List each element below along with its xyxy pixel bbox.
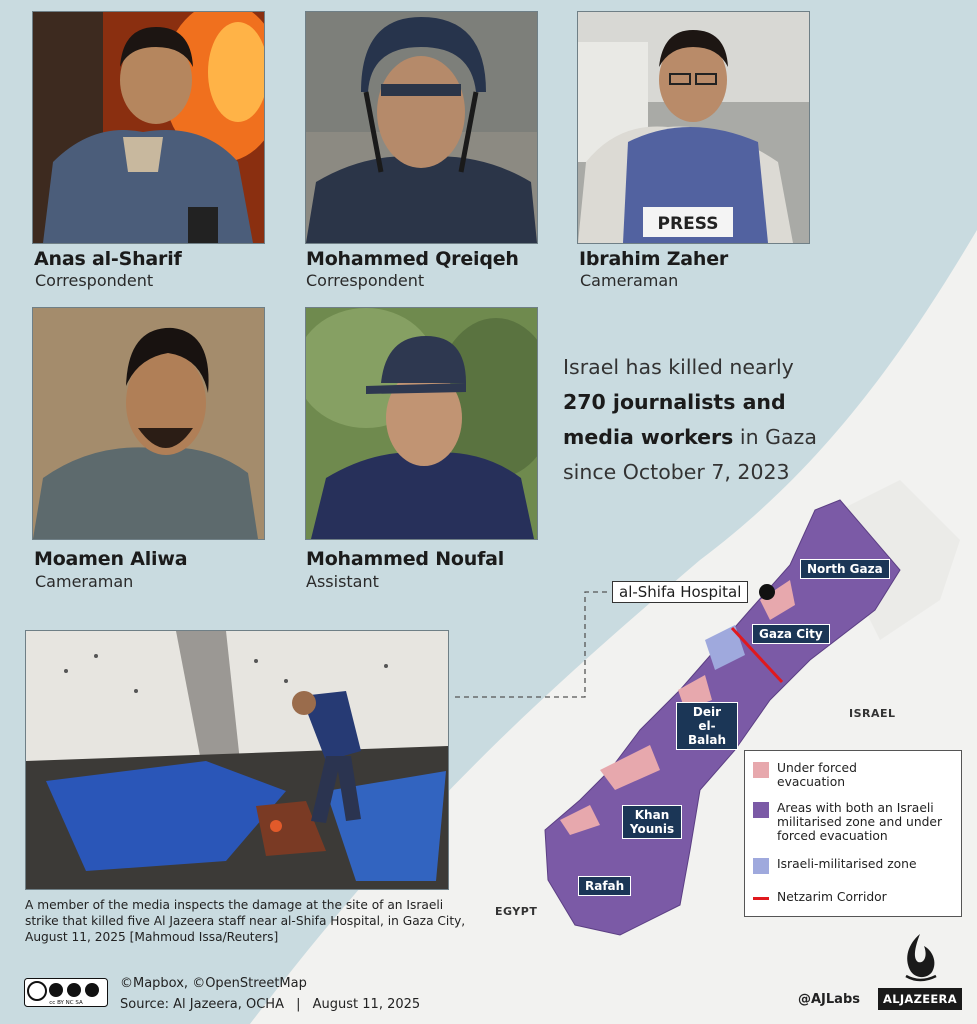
legend-label: Netzarim Corridor xyxy=(777,890,887,904)
photo-connector-line xyxy=(455,592,610,697)
journalist-role: Correspondent xyxy=(35,271,154,290)
legend-swatch xyxy=(753,762,769,778)
city-label-north-gaza: North Gaza xyxy=(800,559,890,579)
license-text: cc BY NC SA xyxy=(49,1000,83,1006)
ajlabs-handle: @AJLabs xyxy=(798,992,860,1007)
map-legend xyxy=(744,750,962,917)
headline-bold: 270 journalists and media workers xyxy=(563,390,786,449)
region-label-israel: ISRAEL xyxy=(849,707,896,720)
journalist-role: Cameraman xyxy=(580,271,679,290)
journalist-name: Moamen Aliwa xyxy=(34,548,188,570)
legend-line-swatch xyxy=(753,897,769,900)
journalist-name: Anas al-Sharif xyxy=(34,248,182,270)
al-shifa-hospital-marker xyxy=(759,584,775,600)
region-label-egypt: EGYPT xyxy=(495,905,538,918)
journalist-role: Correspondent xyxy=(306,271,425,290)
legend-item xyxy=(753,890,953,904)
publication-date: August 11, 2025 xyxy=(312,997,421,1012)
source-separator: | xyxy=(296,997,301,1012)
creative-commons-license-icon xyxy=(24,978,108,1007)
legend-label: Israeli-militarised zone xyxy=(777,857,917,871)
journalist-name: Mohammed Qreiqeh xyxy=(306,248,519,270)
legend-item xyxy=(753,801,953,843)
headline-line1: Israel has killed nearly xyxy=(563,355,794,379)
journalist-name: Mohammed Noufal xyxy=(306,548,505,570)
aljazeera-brand-logo: ALJAZEERA xyxy=(878,988,962,1010)
legend-item xyxy=(753,761,953,789)
source-line xyxy=(120,994,420,1015)
legend-swatch xyxy=(753,802,769,818)
city-label-khan-younis: Khan Younis xyxy=(622,805,682,839)
city-label-rafah: Rafah xyxy=(578,876,631,896)
photo-caption: A member of the media inspects the damage at the site of an Israeli strike that killed five Al Jazeera staff near al-Shifa Hospital, in Gaza City, August 11, 2025 [Mahmoud Issa/Reuters] xyxy=(25,898,466,944)
legend-label: Under forced evacuation xyxy=(777,761,857,789)
press-vest-label: PRESS xyxy=(657,214,719,234)
footer-credits xyxy=(120,973,420,1015)
legend-item xyxy=(753,857,953,874)
journalist-role: Cameraman xyxy=(35,572,134,591)
city-label-gaza-city: Gaza City xyxy=(752,624,830,644)
hospital-label: al-Shifa Hospital xyxy=(612,581,748,603)
journalist-role: Assistant xyxy=(306,572,379,591)
source-text: Source: Al Jazeera, OCHA xyxy=(120,997,284,1012)
map-attribution: ©Mapbox, ©OpenStreetMap xyxy=(120,976,307,991)
headline-line2: in Gaza since October 7, 2023 xyxy=(563,425,817,484)
legend-swatch xyxy=(753,858,769,874)
al-jazeera-logo-icon xyxy=(898,932,942,984)
strike-site-photo xyxy=(25,630,449,890)
journalist-name: Ibrahim Zaher xyxy=(579,248,729,270)
legend-label: Areas with both an Israeli militarised zone and under forced evacuation xyxy=(777,801,943,843)
city-label-deir-el-balah: Deir el-Balah xyxy=(676,702,738,750)
